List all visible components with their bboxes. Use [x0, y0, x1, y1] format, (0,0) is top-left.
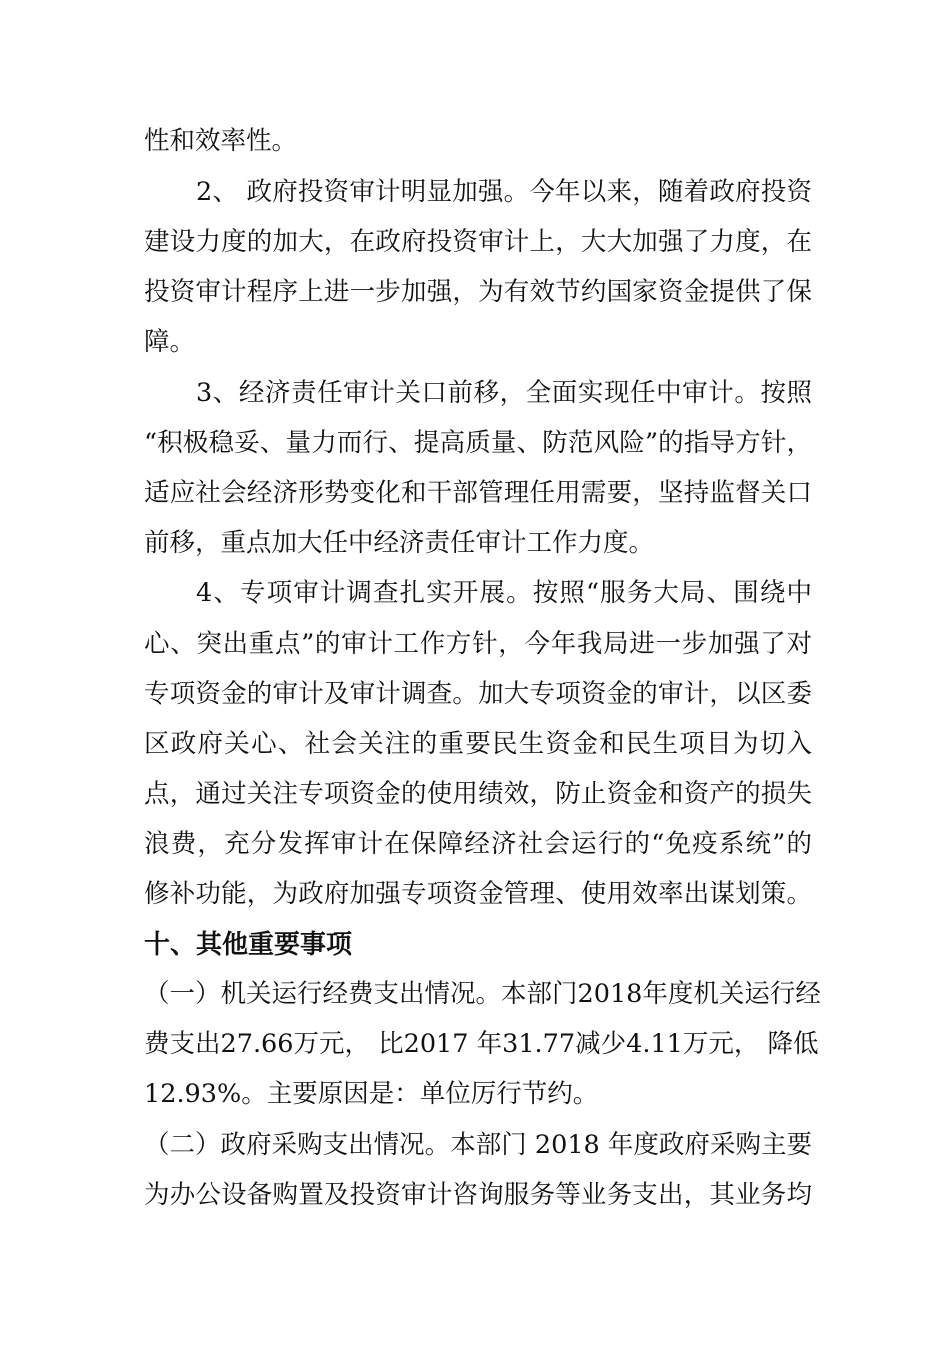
paragraph-line: 点，通过关注专项资金的使用绩效，防止资金和资产的损失	[144, 779, 812, 809]
paragraph-line: 建设力度的加大，在政府投资审计上，大大加强了力度，在	[144, 227, 812, 257]
paragraph-line: 障。	[144, 327, 196, 357]
paragraph-line: 心、突出重点”的审计工作方针，今年我局进一步加强了对	[144, 629, 812, 659]
paragraph-line: （一）机关运行经费支出情况。本部门2018年度机关运行经	[144, 979, 821, 1009]
paragraph-line: 3、经济责任审计关口前移，全面实现任中审计。按照	[196, 378, 812, 408]
paragraph-line: 前移，重点加大任中经济责任审计工作力度。	[144, 528, 655, 558]
paragraph-line: 2、 政府投资审计明显加强。今年以来，随着政府投资	[196, 177, 812, 207]
paragraph-line: “积极稳妥、量力而行、提高质量、防范风险”的指导方针，	[144, 428, 812, 458]
section-heading: 十、其他重要事项	[144, 930, 353, 960]
paragraph-line: 适应社会经济形势变化和干部管理任用需要，坚持监督关口	[144, 478, 812, 508]
paragraph-line: 专项资金的审计及审计调查。加大专项资金的审计，以区委	[144, 679, 812, 709]
paragraph-line: 12.93%。主要原因是：单位厉行节约。	[144, 1079, 599, 1109]
paragraph-line: 投资审计程序上进一步加强，为有效节约国家资金提供了保	[144, 277, 812, 307]
paragraph-line: 4、专项审计调查扎实开展。按照“服务大局、围绕中	[196, 578, 812, 608]
paragraph-line: 费支出27.66万元， 比2017 年31.77减少4.11万元， 降低	[144, 1029, 819, 1059]
paragraph-line: 性和效率性。	[144, 126, 298, 156]
paragraph-line: 区政府关心、社会关注的重要民生资金和民生项目为切入	[144, 729, 812, 759]
paragraph-line: （二）政府采购支出情况。本部门 2018 年度政府采购主要	[144, 1130, 812, 1160]
paragraph-line: 修补功能，为政府加强专项资金管理、使用效率出谋划策。	[144, 879, 812, 909]
paragraph-line: 为办公设备购置及投资审计咨询服务等业务支出，其业务均	[144, 1180, 812, 1210]
paragraph-line: 浪费，充分发挥审计在保障经济社会运行的“免疫系统”的	[144, 829, 812, 859]
